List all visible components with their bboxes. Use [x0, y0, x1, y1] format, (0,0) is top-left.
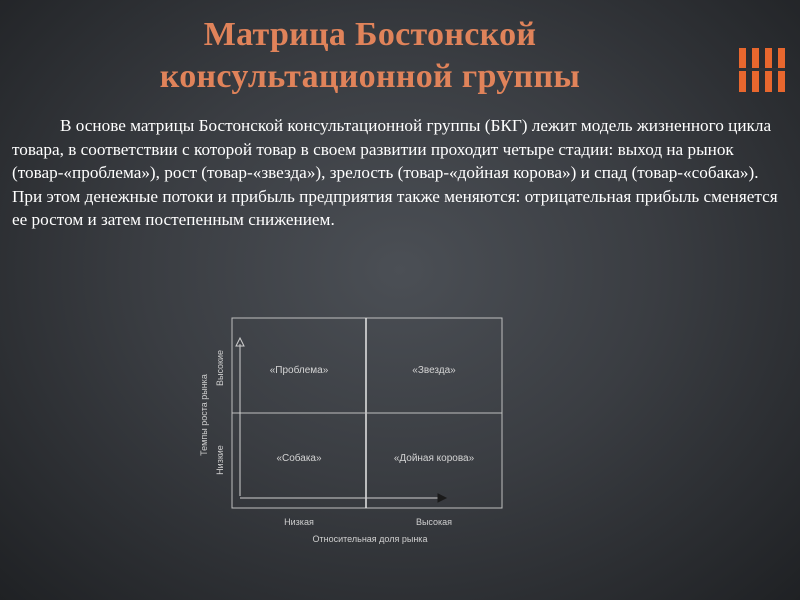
- x-tick-high: Высокая: [415, 517, 453, 527]
- x-tick-low: Низкая: [284, 517, 314, 527]
- x-axis-arrow-head: [438, 494, 446, 502]
- cell-dog: «Собака»: [276, 453, 322, 464]
- y-tick-high: Высокие: [215, 349, 225, 387]
- slide-body-text: В основе матрицы Бостонской консультационной группы (БКГ) лежит модель жизненного цикла товара, в соответствии с которой товар в своем развитии проходит четыре стадии: выход на рынок (товар-«проблема»), рост (товар-«звезда»), зрелость (товар-«дойная корова») и спад (товар-«собака»). При этом денежные потоки и прибыль предприятия также меняются: отрицательная прибыль сменяется ее ростом и затем постепенным снижением.: [12, 116, 778, 229]
- cell-cash-cow: «Дойная корова»: [393, 453, 475, 464]
- title-line-1: Матрица Бостонской: [203, 16, 537, 53]
- y-tick-low: Низкие: [215, 445, 225, 475]
- cell-problem: «Проблема»: [269, 365, 329, 376]
- title-line-2: консультационной группы: [159, 58, 581, 95]
- x-axis-label: Относительная доля рынка: [312, 534, 428, 544]
- y-axis-label: Темпы роста рынка: [199, 374, 209, 456]
- cell-star: «Звезда»: [412, 365, 456, 376]
